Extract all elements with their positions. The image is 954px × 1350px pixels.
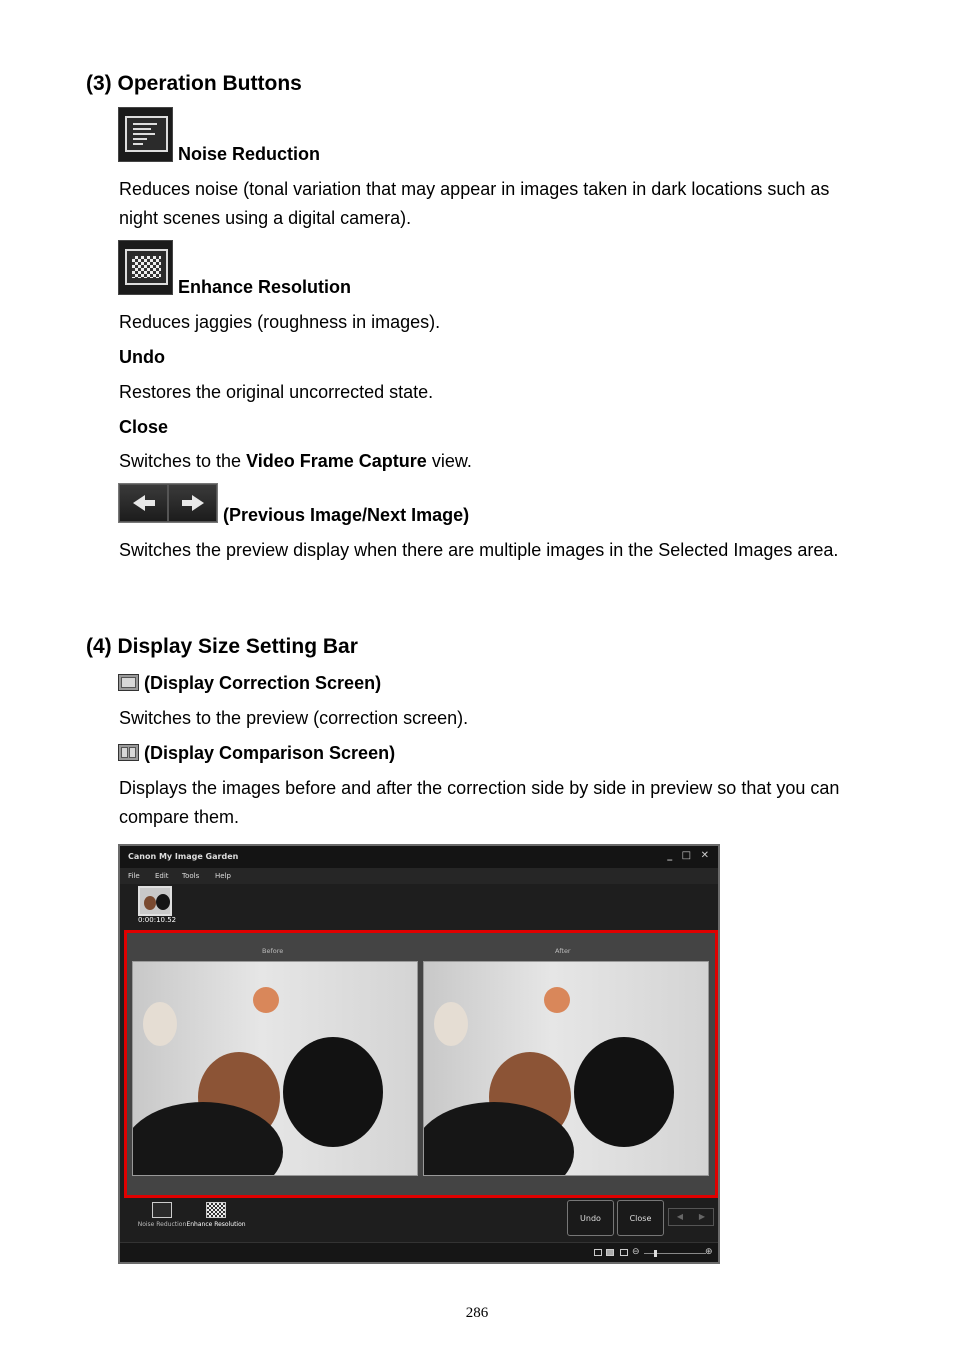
enhance-resolution-tool[interactable] xyxy=(186,1202,246,1228)
menu-bar xyxy=(120,868,718,884)
before-image xyxy=(132,961,418,1176)
undo-description: Restores the original uncorrected state. xyxy=(119,382,434,402)
noise-reduction-label: Noise Reduction xyxy=(178,144,321,164)
window-titlebar xyxy=(120,846,718,868)
section-heading-operation-buttons: (3) Operation Buttons xyxy=(86,72,302,95)
display-size-setting-bar xyxy=(120,1242,718,1262)
display-correction-screen-icon xyxy=(118,674,139,691)
close-description-suffix: view. xyxy=(426,451,472,471)
display-correction-screen-label: (Display Correction Screen) xyxy=(144,673,382,693)
previous-image-button[interactable]: ◀ xyxy=(676,1212,684,1221)
enhance-resolution-icon xyxy=(118,240,173,295)
zoom-slider[interactable] xyxy=(644,1253,706,1254)
close-label: Close xyxy=(119,417,169,437)
previous-next-image-icon xyxy=(118,483,218,523)
display-comparison-screen-icon[interactable] xyxy=(606,1249,614,1256)
close-button[interactable]: Close xyxy=(617,1200,664,1236)
close-description xyxy=(119,447,864,476)
noise-reduction-icon xyxy=(118,107,173,162)
page-number: 286 xyxy=(465,1305,489,1321)
window-title: Canon My Image Garden xyxy=(128,852,239,861)
menu-help[interactable]: Help xyxy=(215,872,231,880)
video-frame-capture-term: Video Frame Capture xyxy=(246,451,427,471)
noise-reduction-tool-label: Noise Reduction xyxy=(137,1221,187,1228)
selected-image-thumbnail[interactable] xyxy=(138,886,172,916)
operation-buttons-row xyxy=(120,1198,718,1242)
after-image xyxy=(423,961,709,1176)
display-correction-screen-description: Switches to the preview (correction screen). xyxy=(119,708,469,728)
enhance-resolution-tool-label: Enhance Resolution xyxy=(186,1221,246,1228)
undo-button[interactable]: Undo xyxy=(567,1200,614,1236)
comparison-preview-area xyxy=(124,930,718,1198)
display-correction-screen-icon[interactable] xyxy=(594,1249,602,1256)
menu-tools[interactable]: Tools xyxy=(182,872,200,880)
thumbnail-timestamp: 0:00:10.52 xyxy=(138,916,177,924)
app-screenshot xyxy=(118,844,720,1264)
noise-reduction-icon xyxy=(152,1202,172,1218)
section-heading-display-size-setting-bar: (4) Display Size Setting Bar xyxy=(86,635,358,658)
display-comparison-screen-icon xyxy=(118,744,139,761)
full-screen-icon[interactable] xyxy=(620,1249,628,1256)
close-description-prefix: Switches to the xyxy=(119,451,247,471)
noise-reduction-tool[interactable] xyxy=(132,1202,192,1228)
zoom-out-icon[interactable]: ⊖ xyxy=(632,1247,640,1257)
enhance-resolution-label: Enhance Resolution xyxy=(178,277,352,297)
enhance-resolution-description: Reduces jaggies (roughness in images). xyxy=(119,312,441,332)
before-caption: Before xyxy=(262,947,284,955)
display-comparison-screen-label: (Display Comparison Screen) xyxy=(144,743,396,763)
previous-next-buttons xyxy=(668,1208,714,1226)
window-controls[interactable]: _ □ ✕ xyxy=(667,850,712,861)
enhance-resolution-icon xyxy=(206,1202,226,1218)
menu-file[interactable]: File xyxy=(128,872,140,880)
zoom-slider-handle[interactable] xyxy=(654,1250,657,1257)
menu-edit[interactable]: Edit xyxy=(155,872,169,880)
display-comparison-screen-description: Displays the images before and after the correction side by side in preview so that you can compare them. xyxy=(119,778,840,827)
arrow-left-icon xyxy=(119,484,168,522)
previous-next-image-description: Switches the preview display when there are multiple images in the Selected Images area. xyxy=(119,540,839,560)
after-caption: After xyxy=(555,947,571,955)
zoom-in-icon[interactable]: ⊕ xyxy=(705,1247,713,1257)
next-image-button[interactable]: ▶ xyxy=(698,1212,706,1221)
noise-reduction-description: Reduces noise (tonal variation that may appear in images taken in dark locations such as night scenes using a digital camera). xyxy=(119,179,830,228)
undo-label: Undo xyxy=(119,347,165,367)
previous-next-image-label: (Previous Image/Next Image) xyxy=(223,505,470,525)
arrow-right-icon xyxy=(168,484,217,522)
